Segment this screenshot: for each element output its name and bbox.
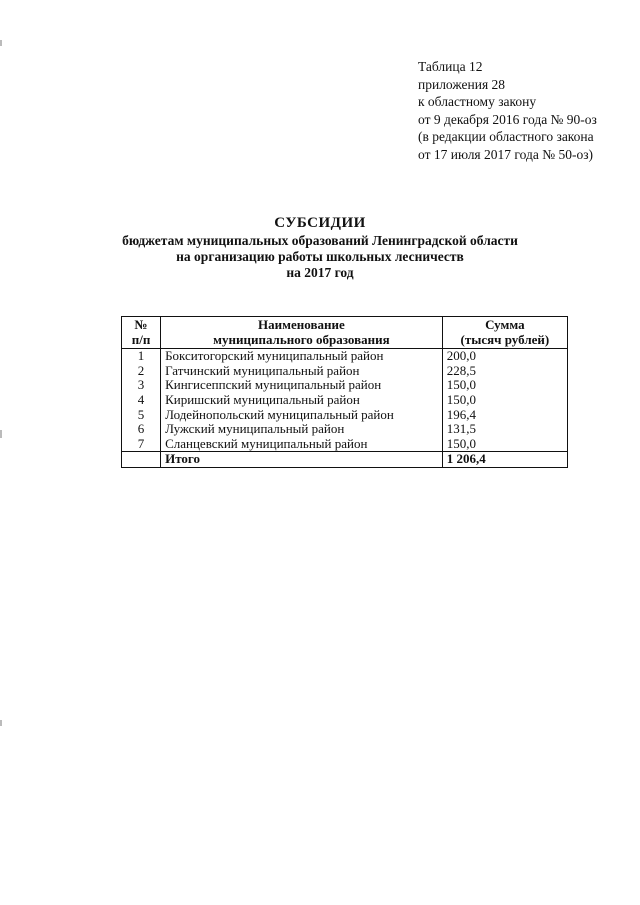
table-row [122, 422, 568, 437]
title-line: на 2017 год [286, 265, 354, 280]
row-num: 1 [122, 349, 161, 364]
header-note-line: к областному закону [418, 94, 537, 109]
table-row [122, 393, 568, 408]
row-name: Киришский муниципальный район [161, 393, 443, 408]
row-sum: 150,0 [442, 393, 567, 408]
row-num: 5 [122, 408, 161, 423]
header-note-line: Таблица 12 [418, 59, 483, 74]
table-row [122, 437, 568, 452]
subsidies-table [121, 316, 568, 468]
header-note-line: (в редакции областного закона [418, 129, 594, 144]
row-num: 2 [122, 364, 161, 379]
table-row [122, 408, 568, 423]
scan-edge-mark [0, 40, 2, 46]
row-num: 6 [122, 422, 161, 437]
header-note [418, 58, 597, 163]
header-sum-line2: (тысяч рублей) [460, 331, 550, 347]
row-name: Гатчинский муниципальный район [161, 364, 443, 379]
header-note-line: приложения 28 [418, 76, 506, 92]
total-sum: 1 206,4 [442, 452, 567, 468]
header-num-line1: № [134, 317, 148, 332]
row-name: Лодейнопольский муниципальный район [161, 408, 443, 423]
total-num-cell [122, 452, 161, 468]
row-sum: 228,5 [442, 364, 567, 379]
row-num: 7 [122, 437, 161, 452]
title-line: на организацию работы школьных лесничеств [176, 249, 464, 264]
header-num [122, 317, 161, 349]
row-name: Сланцевский муниципальный район [161, 437, 443, 452]
row-name: Лужский муниципальный район [161, 422, 443, 437]
title-line: бюджетам муниципальных образований Ленинградской области [122, 233, 518, 248]
scan-edge-mark [0, 720, 2, 726]
row-num: 3 [122, 378, 161, 393]
header-note-line: от 9 декабря 2016 года № 90-оз [418, 111, 597, 127]
row-name: Бокситогорский муниципальный район [161, 349, 443, 364]
header-num-line2: п/п [131, 331, 151, 347]
row-sum: 150,0 [442, 378, 567, 393]
header-name-line1: Наименование [258, 317, 345, 332]
document-title [0, 214, 640, 281]
table-row [122, 364, 568, 379]
row-sum: 196,4 [442, 408, 567, 423]
row-sum: 200,0 [442, 349, 567, 364]
header-name [161, 317, 443, 349]
row-sum: 150,0 [442, 437, 567, 452]
row-num: 4 [122, 393, 161, 408]
table-row [122, 378, 568, 393]
header-name-line2: муниципального образования [213, 331, 390, 347]
header-note-line: от 17 июля 2017 года № 50-оз) [418, 146, 594, 162]
table-row [122, 349, 568, 364]
scan-edge-mark [0, 430, 2, 438]
total-label: Итого [161, 452, 443, 468]
row-name: Кингисеппский муниципальный район [161, 378, 443, 393]
header-sum-line1: Сумма [485, 317, 525, 332]
header-sum [442, 317, 567, 349]
table-total-row [122, 452, 568, 468]
title-main: СУБСИДИИ [274, 215, 366, 231]
table-header-row [122, 317, 568, 349]
row-sum: 131,5 [442, 422, 567, 437]
